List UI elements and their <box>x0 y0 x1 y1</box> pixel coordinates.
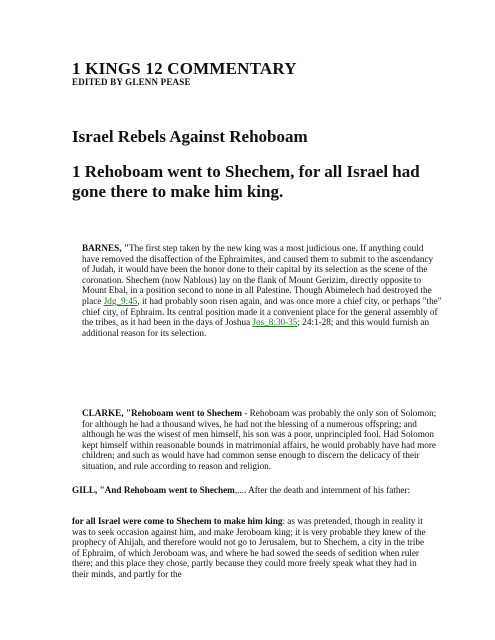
barnes-paragraph <box>72 243 442 338</box>
gill-author: GILL, "And Rehoboam went to Shechem <box>72 485 235 495</box>
scripture-link-jos[interactable]: Jos_8:30-35 <box>252 317 298 328</box>
document-title: 1 KINGS 12 COMMENTARY <box>72 59 297 78</box>
gill-paragraph <box>72 485 432 496</box>
gill-continuation-paragraph <box>72 516 432 580</box>
barnes-text-a: The first step taken by the new king was a most judicious one. If anything could have removed the disaffection of the Ephraimites, and caused them to submit to the ascendancy of Judah, it would have been the honor done to their capital by its selection as the scene of the coronation. Shechem (now Nablous) lay on the flank of Mount Gerizim, directly opposite to Mount Ebal, in a position second to none in all Palestine. Though Abimelech had destroyed the place <box>82 243 434 306</box>
clarke-paragraph <box>72 408 442 472</box>
section-heading: Israel Rebels Against Rehoboam <box>72 127 308 146</box>
barnes-author: BARNES, " <box>82 243 129 253</box>
clarke-text: - Rehoboam was probably the only son of Solomon; for although he had a thousand wives, he had not the blessing of a numerous offspring; and although he was the wisest of men himself, his son was a poor, unprincipled fool. Had Solomon kept himself within reasonable bounds in matrimonial affairs, he would probably have had more children; and such as would have had common sense enough to discern the delicacy of their situation, and rule according to reason and religion. <box>82 408 437 471</box>
gill-phrase: for all Israel were come to Shechem to make him king <box>72 516 283 526</box>
clarke-author: CLARKE, "Rehoboam went to Shechem <box>82 408 243 418</box>
gill-phrase-text: : as was pretended, though in reality it was to seek occasion against him, and make Jeroboam king; it is very probable they knew of the prophecy of Ahijah, and therefore would not go to Jerusalem, but to Shechem, a city in the tribe of Ephraim, of which Jeroboam was, and where he had sowed the seeds of sedition when ruler there; and this place they chose, partly because they could more freely speak what they had in their minds, and partly for the <box>72 516 426 579</box>
barnes-text-b: , it had probably soon risen again, and was once more a chief city, or perhaps "the" chief city, of Ephraim. Its central position made it a convenient place for the general assembly of the tribes, as it had been in the days of Joshua <box>82 295 442 328</box>
gill-text: ,.... After the death and internment of his father: <box>234 485 411 495</box>
editor-credit: EDITED BY GLENN PEASE <box>72 77 191 87</box>
scripture-link-jdg[interactable]: Jdg_9:45 <box>103 295 138 306</box>
verse-heading: 1 Rehoboam went to Shechem, for all Israel had gone there to make him king. <box>72 162 420 201</box>
barnes-text-c: ; 24:1-28; and this would furnish an additional reason for its selection. <box>82 317 430 338</box>
